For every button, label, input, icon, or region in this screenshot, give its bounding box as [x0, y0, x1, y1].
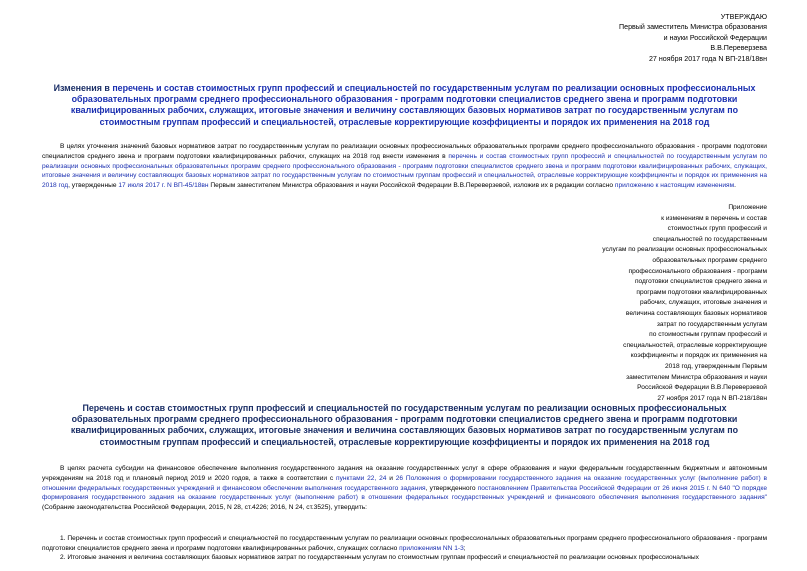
approval-date-number: 27 ноября 2017 года N ВП-218/18вн [648, 54, 767, 63]
changes-title-link[interactable]: перечень и состав стоимостных групп профессий и специальностей по государственным услугам по реализации основных профессиональных образовательных программ среднего профессионального образования - программ подготовки специалистов среднего звена и программ подготовки квалифицированных рабочих, служащих, итоговые значения и величину составляющих базовых нормативов затрат по государственным услугам по стоимостным группам профессий и специальностей, отраслевые корректирующие коэффициенты и порядок их применения на 2018 год [70, 83, 756, 127]
appendix-line: подготовки специалистов среднего звена и [634, 278, 767, 286]
link-points-22-24[interactable]: пунктами 22, 24 [336, 474, 387, 482]
appendix-line: Приложение [728, 204, 767, 211]
appendix-line: специальностей, отраслевые корректирующие [623, 341, 767, 349]
body-p2-text-2: ; [463, 544, 466, 552]
appendix-line: к изменениям в перечень и состав [661, 214, 767, 222]
link-government-decree[interactable]: постановлением Правительства Российской Федерации от 26 июня 2015 г. N 640 "О порядке формирования государственного задания на оказание государственных услуг (выполнение работ) в отношении федеральных государственных учреждений и финансового обеспечения выполнения государственного задания" [42, 484, 767, 502]
appendix-line: стоимостных групп профессий и [667, 225, 767, 233]
intro-text-3: Первым заместителем Министра образования и науки Российской Федерации В.В.Переверзевой, изложив их в редакции согласно [208, 182, 615, 190]
link-point-26[interactable]: 26 [395, 474, 404, 482]
body-paragraph-1 [42, 464, 767, 513]
list-title: Перечень и состав стоимостных групп профессий и специальностей по государственным услугам по реализации основных профессиональных образовательных программ среднего профессионального образования - программ подготовки специалистов среднего звена и программ подготовки квалифицированных рабочих, служащих, итоговые значения и величина составляющих базовых нормативов затрат по государственным услугам по стоимостным группам профессий и специальностей, отраслевые корректирующие коэффициенты и порядок их применения на 2018 год [70, 403, 739, 447]
body-p2-text-1: 1. Перечень и состав стоимостных групп профессий и специальностей по государственным услугам по реализации основных профессиональных образовательных программ среднего профессионального образования - программ подготовки специалистов среднего звена и программ подготовки квалифицированных рабочих, служащих согласно [42, 535, 767, 552]
approval-signatory: В.В.Переверзева [710, 44, 767, 53]
appendix-line: программ подготовки квалифицированных [636, 288, 767, 296]
appendix-line: по стоимостным группам профессий и [649, 331, 767, 339]
approval-position-line2: и науки Российской Федерации [663, 33, 767, 42]
link-appendices-1-3[interactable]: приложениям NN 1-3 [399, 544, 464, 552]
appendix-line: рабочих, служащих, итоговые значения и [639, 299, 767, 307]
approval-position-line1: Первый заместитель Министра образования [619, 23, 767, 32]
appendix-line: коэффициенты и порядок их применения на [630, 352, 767, 360]
body-p1-text-1: В целях расчета субсидии на финансовое обеспечение выполнения государственного задания на оказание государственных услуг в сфере образования и науки федеральным государственным бюджетным и автономным учреждениям на 2018 год и плановый период 2019 и 2020 годов, а также в соответствии с [42, 465, 767, 482]
intro-text-4: . [734, 182, 736, 190]
intro-link-date[interactable]: 17 июля 2017 г. N ВП-45/18вн [118, 182, 209, 190]
changes-title-prefix: Изменения в [53, 83, 113, 93]
appendix-line: образовательных программ среднего [652, 256, 767, 264]
appendix-line: затрат по государственным услугам [656, 320, 767, 328]
appendix-line: 27 ноября 2017 года N ВП-218/18вн [657, 394, 767, 402]
body-p1-text-4: , утвержденного [425, 484, 478, 492]
appendix-line: заместителем Министра образования и науки [626, 373, 767, 381]
intro-paragraph [42, 142, 767, 191]
changes-title [42, 83, 767, 128]
appendix-line: профессионального образования - программ [628, 267, 767, 275]
intro-text-2: , утвержденные [68, 182, 119, 190]
body-paragraph-2 [42, 534, 767, 554]
approval-block [537, 12, 767, 64]
appendix-line: Российской Федерации В.В.Переверзевой [637, 384, 767, 392]
appendix-line: услугам по реализации основных профессиональных [602, 246, 767, 254]
appendix-line: величина составляющих базовых нормативов [625, 309, 767, 317]
body-p1-text-5: (Собрание законодательства Российской Федерации, 2015, N 28, ст.4226; 2016, N 24, ст.3525), утвердить: [42, 504, 367, 512]
appendix-block [587, 203, 767, 404]
intro-link-list[interactable]: перечень и состав стоимостных групп профессий и специальностей по государственным услугам по реализации основных профессиональных образовательных программ среднего профессионального образования - программ подготовки специалистов среднего звена и программ подготовки квалифицированных рабочих, служащих, итоговые значения и величину составляющих базовых нормативов затрат по государственным услугам по стоимостным группам профессий и специальностей, отраслевые корректирующие коэффициенты и порядок их применения на 2018 год [42, 152, 767, 190]
appendix-line: специальностей по государственным [652, 235, 767, 243]
intro-text-1: В целях уточнения значений базовых нормативов затрат по государственным услугам по реализации основных профессиональных образовательных программ среднего профессионального образования - программ подготовки специалистов среднего звена и программ подготовки квалифицированных рабочих, служащих на 2018 год внести изменения в [42, 143, 767, 160]
body-p1-text-2: и [386, 474, 396, 482]
link-regulation[interactable]: Положения о формировании государственного задания на оказание государственных услуг (выполнение работ) в отношении федеральных государственных учреждений и финансовом обеспечении выполнения государственного задания [42, 474, 767, 492]
intro-link-appendix[interactable]: приложению к настоящим изменениям [614, 182, 735, 190]
appendix-line: 2018 год, утвержденным Первым [664, 362, 767, 370]
approval-label: УТВЕРЖДАЮ [720, 13, 767, 21]
body-paragraph-3: 2. Итоговые значения и величина составляющих базовых нормативов затрат по государственным услугам по стоимостным группам профессий и специальностей по реализации основных профессиональных [60, 554, 699, 561]
